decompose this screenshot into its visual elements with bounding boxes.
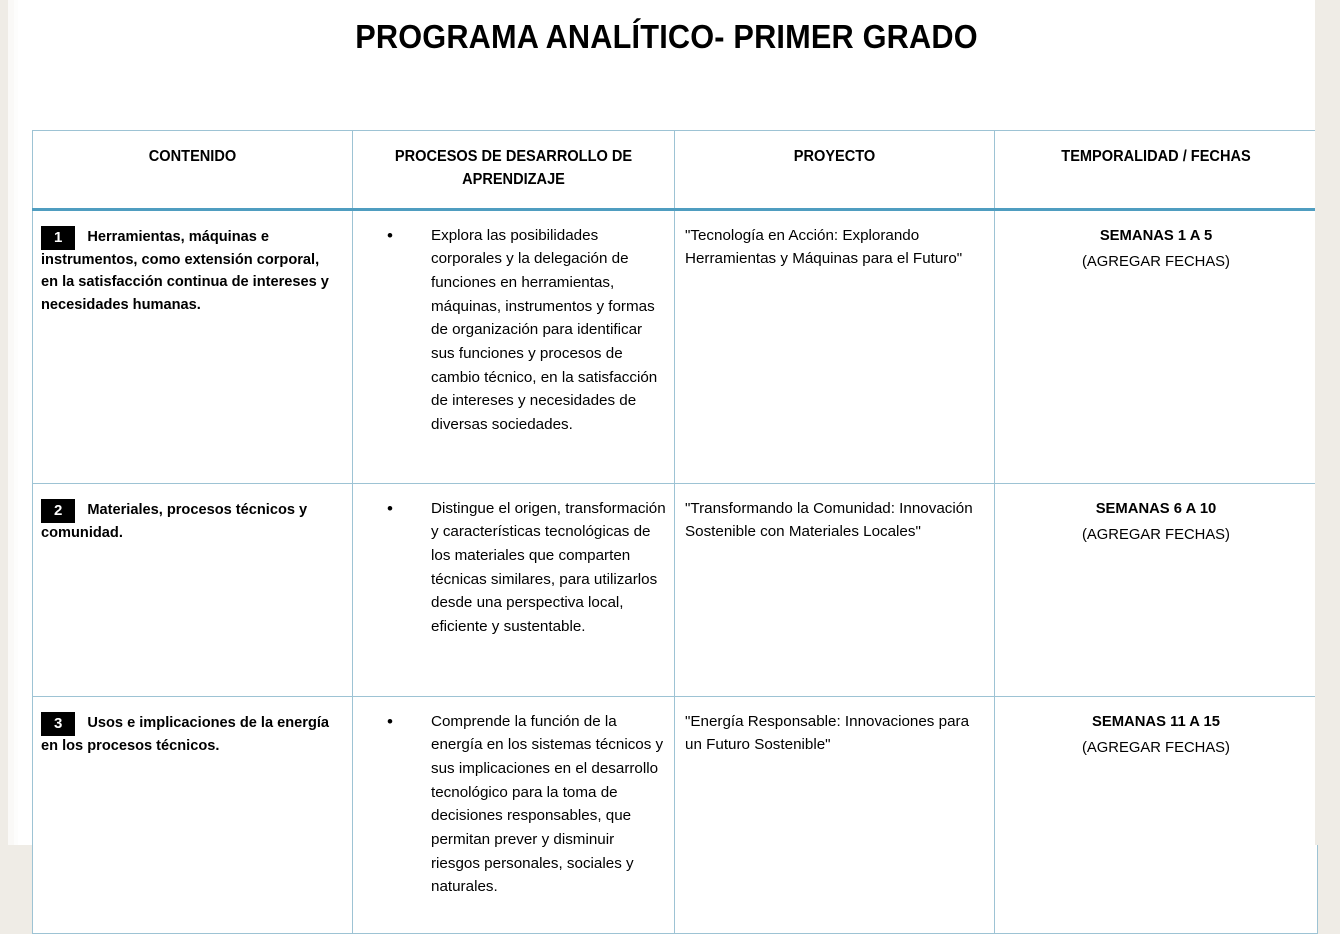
canvas-right-gutter: [1315, 0, 1340, 845]
table-row: [33, 209, 1318, 483]
table-header-row: [33, 131, 1318, 210]
column-header-proyecto-label: PROYECTO: [793, 148, 876, 165]
contenido-text-block: [41, 498, 340, 545]
document-page: [18, 0, 1315, 896]
cell-proyecto: [675, 696, 995, 933]
column-header-contenido: [33, 131, 353, 210]
cell-procesos: [353, 209, 675, 483]
column-header-contenido-label: CONTENIDO: [148, 148, 237, 165]
cell-proyecto: [675, 483, 995, 696]
column-header-temporalidad-label: TEMPORALIDAD / FECHAS: [1061, 148, 1251, 165]
cell-contenido: [33, 483, 353, 696]
cell-temporalidad: [995, 483, 1318, 696]
cell-procesos: [353, 696, 675, 933]
cell-procesos: [353, 483, 675, 696]
column-header-proyecto: [675, 131, 995, 210]
contenido-text-block: [41, 225, 340, 317]
table-row: [33, 696, 1318, 933]
procesos-list: [361, 224, 666, 437]
list-item: • Explora las posibilidades corporales y la delegación de funciones en herramientas, máquinas, instrumentos y formas de organización para identificar sus funciones y procesos de cambio técnico, en la satisfacción de intereses y necesidades de diversas sociedades.: [387, 224, 666, 437]
programa-analitico-table-wrapper: [32, 130, 1317, 934]
page-title: PROGRAMA ANALÍTICO- PRIMER GRADO: [355, 18, 978, 55]
cell-contenido: [33, 696, 353, 933]
cell-proyecto: [675, 209, 995, 483]
contenido-text: Herramientas, máquinas e instrumentos, como extensión corporal, en la satisfacción continua de intereses y necesidades humanas.: [41, 228, 329, 314]
semanas-label: SEMANAS 11 A 15: [1091, 713, 1220, 730]
procesos-list: [361, 710, 666, 900]
procesos-list: [361, 497, 666, 639]
table-body: [33, 209, 1318, 933]
proyecto-text: "Transformando la Comunidad: Innovación Sostenible con Materiales Locales": [685, 499, 973, 541]
fechas-placeholder: (AGREGAR FECHAS): [1082, 527, 1230, 544]
contenido-text-block: [41, 711, 340, 758]
proyecto-text: "Energía Responsable: Innovaciones para un Futuro Sostenible": [685, 712, 970, 754]
list-item: • Comprende la función de la energía en los sistemas técnicos y sus implicaciones en el desarrollo tecnológico para la toma de decisiones responsables, que permitan prever y disminuir riesgos personales, sociales y naturales.: [387, 710, 666, 900]
table-header: [33, 131, 1318, 210]
contenido-text: Usos e implicaciones de la energía en los procesos técnicos.: [41, 714, 330, 754]
fechas-placeholder: (AGREGAR FECHAS): [1082, 254, 1230, 271]
column-header-procesos: [353, 131, 675, 210]
content-number-badge: 2: [41, 499, 75, 523]
cell-temporalidad: [995, 696, 1318, 933]
list-item: • Distingue el origen, transformación y características tecnológicas de los materiales que comparten técnicas similares, para utilizarlos desde una perspectiva local, eficiente y sustentable.: [387, 497, 666, 639]
semanas-label: SEMANAS 1 A 5: [1099, 227, 1213, 244]
content-number-badge: 1: [41, 226, 75, 250]
proyecto-text: "Tecnología en Acción: Explorando Herramientas y Máquinas para el Futuro": [685, 226, 963, 268]
cell-temporalidad: [995, 209, 1318, 483]
table-row: [33, 483, 1318, 696]
fechas-placeholder: (AGREGAR FECHAS): [1082, 740, 1230, 757]
semanas-label: SEMANAS 6 A 10: [1095, 500, 1217, 517]
programa-analitico-table: [32, 130, 1318, 934]
cell-contenido: [33, 209, 353, 483]
content-number-badge: 3: [41, 712, 75, 736]
column-header-temporalidad: [995, 131, 1318, 210]
column-header-procesos-label: PROCESOS DE DESARROLLO DE APRENDIZAJE: [394, 148, 633, 189]
contenido-text: Materiales, procesos técnicos y comunidad.: [41, 501, 308, 541]
